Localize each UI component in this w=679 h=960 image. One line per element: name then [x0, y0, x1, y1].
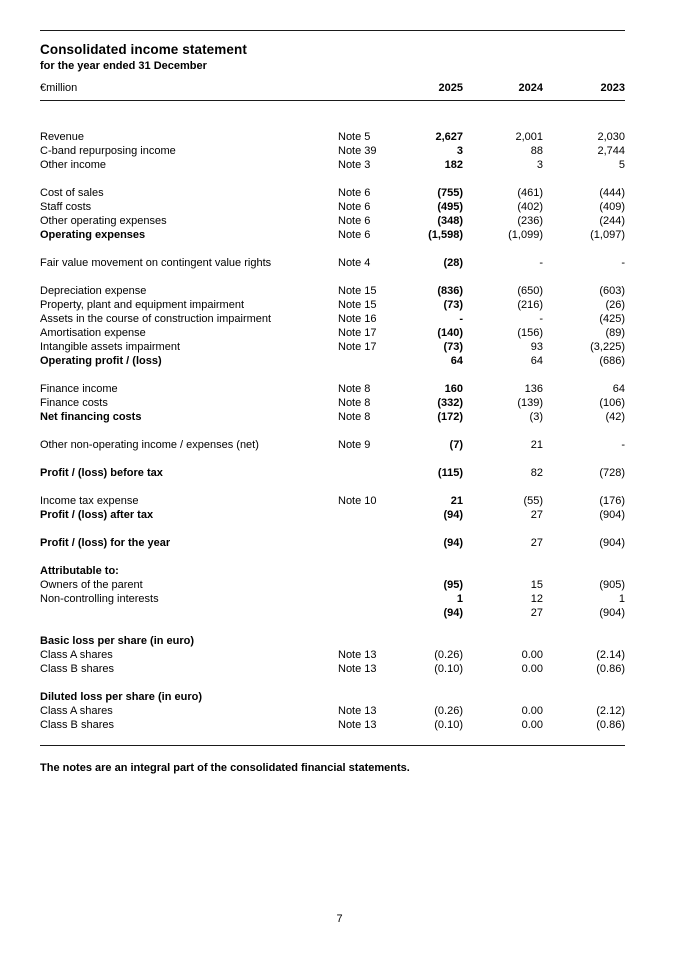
statement-row: [40, 396, 625, 410]
statement-row: [40, 718, 625, 732]
row-label: Finance income: [40, 383, 118, 395]
row-label: Other income: [40, 159, 107, 171]
statement-row: [40, 410, 625, 424]
row-label: Intangible assets impairment: [40, 341, 181, 353]
statement-row: [40, 340, 625, 354]
statement-row: [40, 326, 625, 340]
value-2023: (0.86): [596, 663, 625, 675]
value-2024: 64: [530, 355, 543, 367]
statement-row: [40, 662, 625, 676]
value-2024: 27: [530, 509, 543, 521]
row-note: Note 8: [338, 397, 371, 409]
row-label: Diluted loss per share (in euro): [40, 691, 202, 703]
statement-row: [40, 144, 625, 158]
value-2025: (94): [443, 509, 463, 521]
value-2025: (495): [437, 201, 463, 213]
row-label: Profit / (loss) for the year: [40, 537, 171, 549]
year-header-2025: 2025: [438, 82, 463, 94]
value-2025: (73): [443, 299, 463, 311]
row-note: Note 16: [338, 313, 377, 325]
statement-row: [40, 606, 625, 620]
value-2024: 15: [530, 579, 543, 591]
row-note: Note 10: [338, 495, 377, 507]
top-rule: [40, 30, 625, 31]
statement-row: [40, 592, 625, 606]
value-2023: 2,030: [597, 131, 625, 143]
statement-row: [40, 494, 625, 508]
value-2023: (3,225): [590, 341, 625, 353]
row-label: Basic loss per share (in euro): [40, 635, 195, 647]
row-note: Note 6: [338, 229, 371, 241]
value-2023: (1,097): [590, 229, 625, 241]
statement-row: [40, 186, 625, 200]
value-2023: (425): [599, 313, 625, 325]
value-2023: (444): [599, 187, 625, 199]
statement-row: [40, 466, 625, 480]
value-2024: 3: [536, 159, 543, 171]
value-2024: 0.00: [521, 705, 543, 717]
row-label: Class B shares: [40, 663, 114, 675]
value-2023: (89): [605, 327, 625, 339]
value-2023: (409): [599, 201, 625, 213]
row-note: Note 6: [338, 187, 371, 199]
row-label: Net financing costs: [40, 411, 142, 423]
statement-row: [40, 284, 625, 298]
value-2024: (402): [517, 201, 543, 213]
statement-rows: [40, 130, 625, 732]
row-label: Depreciation expense: [40, 285, 147, 297]
row-label: Other non-operating income / expenses (net): [40, 439, 259, 451]
table-header: [40, 82, 625, 94]
row-note: Note 9: [338, 439, 371, 451]
row-note: Note 4: [338, 257, 371, 269]
value-2023: (905): [599, 579, 625, 591]
value-2023: (2.12): [596, 705, 625, 717]
statement-row: [40, 564, 625, 578]
value-2024: 93: [530, 341, 543, 353]
value-2025: -: [459, 313, 463, 325]
row-note: Note 6: [338, 201, 371, 213]
row-label: Attributable to:: [40, 565, 119, 577]
row-note: Note 8: [338, 411, 371, 423]
row-label: Profit / (loss) before tax: [40, 467, 163, 479]
value-2025: (0.10): [434, 663, 463, 675]
row-note: Note 17: [338, 327, 377, 339]
value-2024: (156): [517, 327, 543, 339]
value-2025: 1: [456, 593, 463, 605]
row-note: Note 13: [338, 649, 377, 661]
value-2024: 88: [530, 145, 543, 157]
row-label: Staff costs: [40, 201, 92, 213]
value-2024: 136: [524, 383, 543, 395]
statement-row: [40, 536, 625, 550]
value-2023: (42): [605, 411, 625, 423]
statement-row: [40, 690, 625, 704]
value-2024: (3): [529, 411, 543, 423]
statement-row: [40, 312, 625, 326]
value-2025: (7): [449, 439, 463, 451]
value-2023: (26): [605, 299, 625, 311]
row-label: Property, plant and equipment impairment: [40, 299, 245, 311]
value-2023: (176): [599, 495, 625, 507]
value-2024: -: [539, 257, 543, 269]
statement-row: [40, 158, 625, 172]
value-2024: (650): [517, 285, 543, 297]
row-label: Non-controlling interests: [40, 593, 159, 605]
statement-row: [40, 508, 625, 522]
value-2025: (94): [443, 607, 463, 619]
statement-row: [40, 438, 625, 452]
value-2025: 182: [444, 159, 463, 171]
value-2025: 3: [456, 145, 463, 157]
row-label: Revenue: [40, 131, 85, 143]
row-note: Note 5: [338, 131, 371, 143]
value-2024: 21: [530, 439, 543, 451]
header-rule: [40, 100, 625, 101]
value-2023: -: [621, 439, 625, 451]
row-label: Operating profit / (loss): [40, 355, 162, 367]
statement-row: [40, 382, 625, 396]
footer-rule: [40, 745, 625, 746]
row-note: Note 13: [338, 663, 377, 675]
value-2025: (140): [437, 327, 463, 339]
value-2025: (332): [437, 397, 463, 409]
value-2025: (836): [437, 285, 463, 297]
statement-row: [40, 130, 625, 144]
statement-row: [40, 634, 625, 648]
value-2024: (236): [517, 215, 543, 227]
value-2023: (904): [599, 607, 625, 619]
page-subtitle: for the year ended 31 December: [40, 60, 207, 72]
value-2025: (0.10): [434, 719, 463, 731]
statement-row: [40, 648, 625, 662]
row-note: Note 15: [338, 285, 377, 297]
row-note: Note 15: [338, 299, 377, 311]
value-2025: (0.26): [434, 705, 463, 717]
value-2025: (73): [443, 341, 463, 353]
unit-label: €million: [40, 82, 78, 94]
page-number: 7: [336, 913, 343, 925]
value-2023: 64: [612, 383, 625, 395]
value-2025: 21: [450, 495, 463, 507]
row-note: Note 6: [338, 215, 371, 227]
value-2024: (139): [517, 397, 543, 409]
row-label: Amortisation expense: [40, 327, 146, 339]
value-2024: 0.00: [521, 649, 543, 661]
statement-row: [40, 228, 625, 242]
value-2024: 27: [530, 607, 543, 619]
statement-row: [40, 354, 625, 368]
value-2024: 0.00: [521, 719, 543, 731]
value-2024: -: [539, 313, 543, 325]
row-note: Note 39: [338, 145, 377, 157]
row-note: Note 17: [338, 341, 377, 353]
value-2023: 2,744: [597, 145, 625, 157]
statement-row: [40, 256, 625, 270]
row-label: Class A shares: [40, 649, 113, 661]
row-note: Note 13: [338, 719, 377, 731]
value-2023: (904): [599, 537, 625, 549]
value-2023: (0.86): [596, 719, 625, 731]
value-2024: (55): [523, 495, 543, 507]
value-2025: (115): [437, 467, 463, 479]
value-2025: 160: [444, 383, 463, 395]
value-2025: (1,598): [428, 229, 463, 241]
row-label: Owners of the parent: [40, 579, 143, 591]
row-note: Note 13: [338, 705, 377, 717]
row-label: Cost of sales: [40, 187, 104, 199]
value-2023: 5: [618, 159, 625, 171]
value-2025: 64: [450, 355, 463, 367]
value-2024: 0.00: [521, 663, 543, 675]
value-2023: (686): [599, 355, 625, 367]
row-label: Assets in the course of construction impairment: [40, 313, 272, 325]
row-label: Fair value movement on contingent value rights: [40, 257, 272, 269]
row-note: Note 8: [338, 383, 371, 395]
value-2023: 1: [618, 593, 625, 605]
statement-row: [40, 200, 625, 214]
value-2024: (1,099): [508, 229, 543, 241]
value-2024: 12: [530, 593, 543, 605]
row-label: Other operating expenses: [40, 215, 167, 227]
value-2025: (95): [443, 579, 463, 591]
value-2025: (28): [443, 257, 463, 269]
value-2025: (348): [437, 215, 463, 227]
value-2024: 27: [530, 537, 543, 549]
year-header-2023: 2023: [600, 82, 625, 94]
value-2023: (244): [599, 215, 625, 227]
statement-row: [40, 704, 625, 718]
value-2023: (904): [599, 509, 625, 521]
value-2025: (755): [437, 187, 463, 199]
page-title: Consolidated income statement: [40, 42, 247, 57]
value-2023: (603): [599, 285, 625, 297]
value-2025: (0.26): [434, 649, 463, 661]
value-2023: (728): [599, 467, 625, 479]
footer-note: The notes are an integral part of the consolidated financial statements.: [40, 762, 410, 774]
row-label: Profit / (loss) after tax: [40, 509, 154, 521]
value-2024: 82: [530, 467, 543, 479]
value-2024: 2,001: [515, 131, 543, 143]
row-label: C-band repurposing income: [40, 145, 176, 157]
value-2023: (106): [599, 397, 625, 409]
year-header-2024: 2024: [518, 82, 543, 94]
value-2025: (172): [437, 411, 463, 423]
row-label: Class B shares: [40, 719, 114, 731]
value-2023: (2.14): [596, 649, 625, 661]
row-label: Operating expenses: [40, 229, 146, 241]
row-label: Finance costs: [40, 397, 108, 409]
value-2025: (94): [443, 537, 463, 549]
statement-row: [40, 298, 625, 312]
value-2024: (461): [517, 187, 543, 199]
value-2023: -: [621, 257, 625, 269]
value-2024: (216): [517, 299, 543, 311]
row-label: Income tax expense: [40, 495, 139, 507]
row-label: Class A shares: [40, 705, 113, 717]
statement-row: [40, 578, 625, 592]
row-note: Note 3: [338, 159, 371, 171]
value-2025: 2,627: [435, 131, 463, 143]
statement-row: [40, 214, 625, 228]
